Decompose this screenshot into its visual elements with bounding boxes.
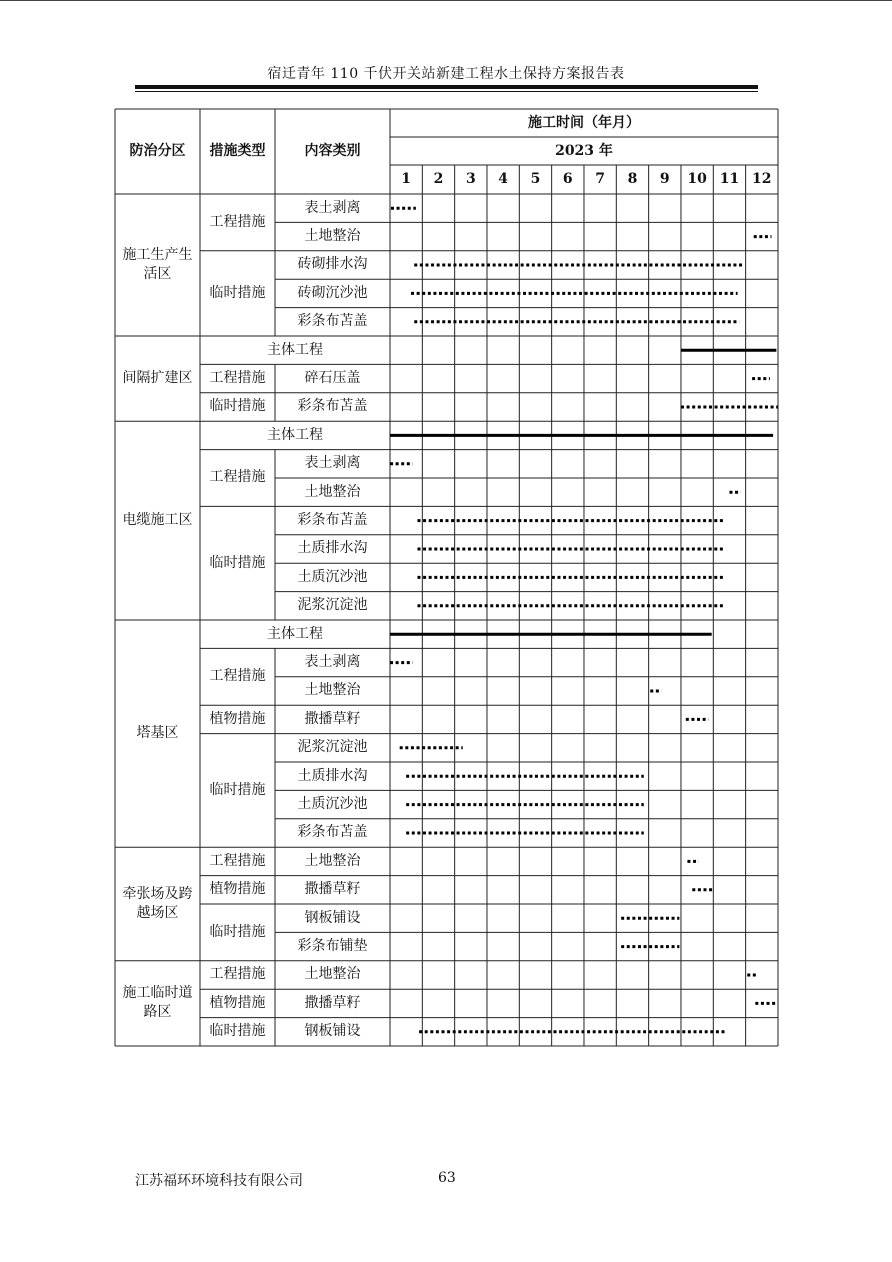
measure-type-cell: 工程措施 [209,668,266,685]
content-cell: 砖砌排水沟 [297,256,368,273]
measure-type-cell: 植物措施 [209,710,266,727]
measure-type-cell: 植物措施 [209,881,266,898]
content-cell: 碎石压盖 [304,370,361,387]
header-zone: 防治分区 [129,143,186,159]
zone-cell: 施工生产生活区 [122,247,193,282]
header-construction-time: 施工时间（年月） [528,114,640,131]
content-cell: 土质沉沙池 [297,796,368,813]
measure-type-cell: 临时措施 [209,781,266,798]
zone-cell: 电缆施工区 [122,512,193,529]
content-cell: 撒播草籽 [304,994,361,1011]
content-cell: 彩条布苫盖 [297,313,368,330]
measure-type-cell: 工程措施 [209,966,266,983]
header-month-10: 10 [687,171,707,187]
header-month-1: 1 [401,171,412,187]
report-header-title: 宿迁青年 110 千伏开关站新建工程水土保持方案报告表 [267,66,625,82]
content-cell: 土地整治 [304,966,361,983]
measure-type-cell: 临时措施 [209,284,266,301]
content-cell: 钢板铺设 [304,1023,361,1040]
header-content: 内容类别 [304,143,361,159]
content-cell: 彩条布苫盖 [297,512,368,529]
header-month-12: 12 [752,171,772,187]
measure-type-cell: 临时措施 [209,398,266,415]
footer-company-name: 江苏福环环境科技有限公司 [135,1173,303,1189]
header-month-2: 2 [433,171,444,187]
measure-type-cell: 主体工程 [267,625,323,642]
content-cell: 撒播草籽 [304,881,361,898]
header-month-8: 8 [627,171,638,187]
measure-type-cell: 植物措施 [209,994,266,1011]
zone-cell: 施工临时道路区 [122,985,193,1021]
content-cell: 泥浆沉淀池 [297,597,368,614]
content-cell: 表土剥离 [304,654,361,671]
content-cell: 土地整治 [304,852,361,869]
header-year: 2023 年 [555,142,613,159]
content-cell: 彩条布苫盖 [297,824,368,841]
content-cell: 彩条布苫盖 [297,398,368,415]
zone-cell: 牵张场及跨越场区 [122,885,193,921]
measure-type-cell: 工程措施 [209,370,266,387]
header-month-7: 7 [595,171,605,187]
content-cell: 土地整治 [304,682,361,699]
measure-type-cell: 主体工程 [267,426,323,443]
measure-type-cell: 工程措施 [209,469,266,486]
page-number: 63 [438,1170,456,1186]
measure-type-cell: 临时措施 [209,554,266,571]
header-month-4: 4 [498,171,509,187]
content-cell: 土地整治 [304,228,361,245]
header-month-5: 5 [530,171,541,187]
zone-cell: 塔基区 [136,725,179,742]
measure-type-cell: 主体工程 [267,341,323,358]
measure-type-cell: 工程措施 [209,213,266,230]
content-cell: 彩条布铺垫 [297,938,368,955]
content-cell: 泥浆沉淀池 [297,739,368,756]
header-month-9: 9 [659,171,670,187]
content-cell: 土质沉沙池 [297,568,368,585]
header-month-11: 11 [719,171,740,187]
content-cell: 砖砌沉沙池 [297,284,368,301]
header-month-3: 3 [465,171,476,187]
measure-type-cell: 工程措施 [209,852,266,869]
content-cell: 土质排水沟 [297,540,368,557]
content-cell: 表土剥离 [304,199,361,216]
content-cell: 土质排水沟 [297,767,368,784]
measure-type-cell: 临时措施 [209,1023,266,1040]
content-cell: 撒播草籽 [304,710,361,727]
content-cell: 表土剥离 [304,455,361,472]
content-cell: 钢板铺设 [304,909,361,926]
zone-cell: 间隔扩建区 [122,370,193,387]
measure-type-cell: 临时措施 [209,923,266,940]
content-cell: 土地整治 [304,483,361,500]
header-month-6: 6 [562,171,573,187]
header-measure-type: 措施类型 [209,143,266,159]
